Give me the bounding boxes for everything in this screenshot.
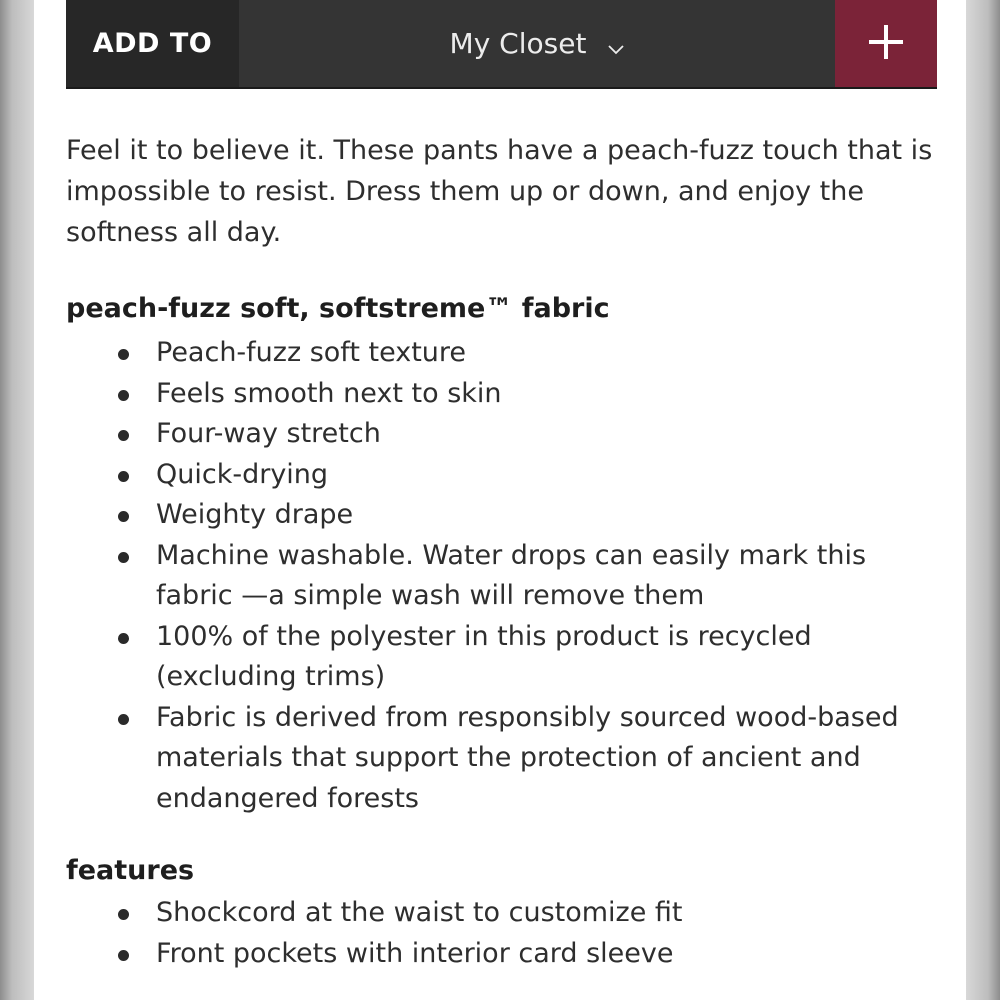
list-item: [66, 934, 936, 975]
bullet-icon: [118, 511, 129, 522]
bullet-icon: [118, 714, 129, 725]
add-to-label: ADD TO: [66, 0, 239, 87]
list-item-text: Feels smooth next to skin: [156, 377, 502, 409]
bullet-icon: [118, 349, 129, 360]
features-section-title: features: [66, 855, 195, 886]
bullet-icon: [118, 390, 129, 401]
chevron-down-icon: [608, 32, 624, 48]
fabric-section-title: peach-fuzz soft, softstreme™ fabric: [66, 293, 610, 324]
bullet-icon: [118, 471, 129, 482]
list-item: [66, 893, 936, 934]
list-item: [66, 495, 936, 536]
list-item-text: Four-way stretch: [156, 418, 381, 449]
product-details-panel: [34, 0, 966, 1000]
plus-icon: [868, 24, 904, 64]
intro-paragraph: Feel it to believe it. These pants have a peach-fuzz touch that is impossible to resist. Dress them up or down, and enjoy the softness all day.: [66, 135, 933, 248]
list-item-text: Weighty drape: [156, 499, 354, 530]
closet-select-dropdown[interactable]: [239, 0, 835, 87]
list-item: [66, 536, 936, 617]
list-item-text: Quick-drying: [156, 458, 329, 490]
bullet-icon: [118, 552, 129, 563]
list-item-text: 100% of the polyester in this product is recycled (excluding trims): [156, 620, 812, 692]
bullet-icon: [118, 909, 129, 920]
features-list: [66, 893, 936, 974]
list-item: [66, 374, 936, 415]
list-item: [66, 333, 936, 374]
list-item-text: Front pockets with interior card sleeve: [156, 937, 674, 969]
list-item: [66, 617, 936, 698]
bullet-icon: [118, 950, 129, 961]
list-item: [66, 698, 936, 820]
list-item: [66, 455, 936, 496]
list-item-text: Fabric is derived from responsibly sourced wood-based materials that support the protection of ancient and endangered forests: [156, 701, 899, 814]
bullet-icon: [118, 430, 129, 441]
list-item-text: Shockcord at the waist to customize fit: [156, 897, 683, 928]
list-item: [66, 414, 936, 455]
fabric-feature-list: [66, 333, 936, 819]
add-to-closet-button[interactable]: [835, 0, 937, 87]
list-item-text: Machine washable. Water drops can easily mark this fabric —a simple wash will remove them: [156, 539, 867, 611]
product-description: [66, 130, 936, 974]
add-to-closet-bar: [66, 0, 937, 89]
closet-select-value: My Closet: [449, 27, 587, 60]
bullet-icon: [118, 633, 129, 644]
list-item-text: Peach-fuzz soft texture: [156, 337, 467, 368]
